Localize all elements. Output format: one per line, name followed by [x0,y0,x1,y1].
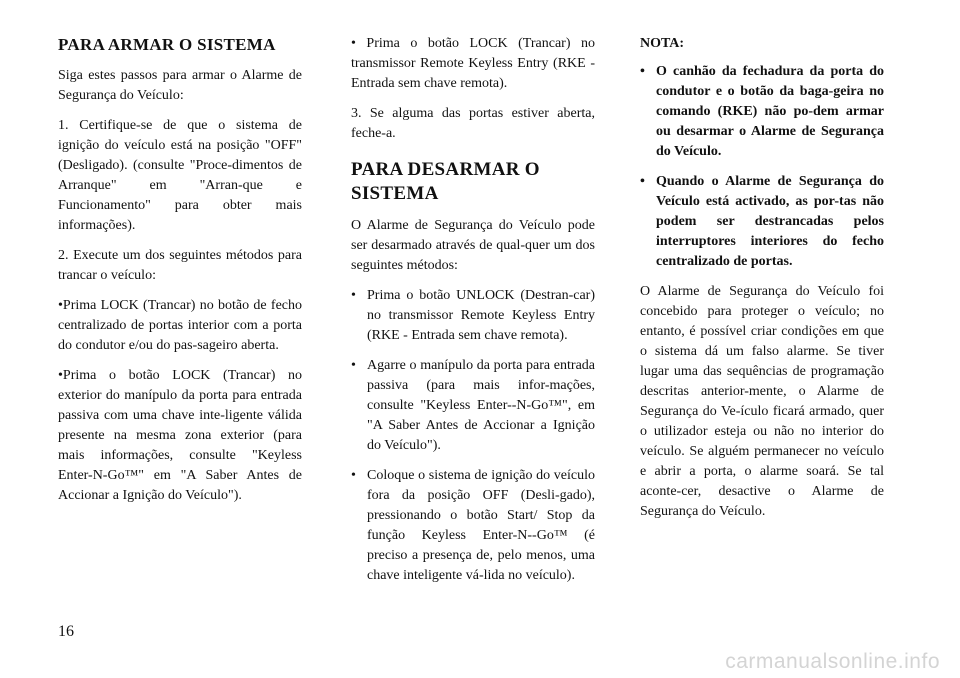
list-item: • O canhão da fechadura da porta do condutor e o botão da baga-geira no comando (RKE) não po-dem armar ou desarmar o Alarme de Segurança do Veículo. [640,64,884,159]
list-item: • Quando o Alarme de Segurança do Veículo está activado, as por-tas não podem ser destrancadas pelos interruptores interiores do fecho centralizado de portas. [640,174,884,269]
bullet-icon: • [351,288,356,303]
column-3 [640,34,884,532]
watermark: carmanualsonline.info [725,650,940,673]
bullet-icon: • [640,174,645,189]
arm-method-1: •Prima LOCK (Trancar) no botão de fecho centralizado de portas interior com a porta do condutor e/ou do pas-sageiro aberta. [58,298,302,353]
list-item: • Coloque o sistema de ignição do veículo fora da posição OFF (Desli-gado), pressionando o botão Start/ Stop da função Keyless Enter-N--Go™ (é preciso a presença de, pelo menos, uma chave inteligente vá-lida no veículo). [351,468,595,583]
column-1 [58,34,302,516]
note-label: NOTA: [640,36,685,51]
arm-step-2: 2. Execute um dos seguintes métodos para trancar o veículo: [58,248,302,283]
disarm-methods-list [351,286,595,586]
list-item: • Agarre o manípulo da porta para entrada passiva (para mais infor-mações, consulte "Keyless Enter--N-Go™", em "A Saber Antes de Accionar a Ignição do Veículo"). [351,358,595,453]
arm-method-2: •Prima o botão LOCK (Trancar) no exterior do manípulo da porta para entrada passiva com uma chave inte-ligente válida presente na mesma zona exterior (para mais informações, consulte "Keyless Enter-N-Go™" em "A Saber Antes de Accionar a Ignição do Veículo"). [58,368,302,503]
page-number: 16 [58,623,74,640]
arm-method-3: • Prima o botão LOCK (Trancar) no transmissor Remote Keyless Entry (RKE - Entrada sem chave remota). [351,36,595,91]
false-alarm-paragraph: O Alarme de Segurança do Veículo foi concebido para proteger o veículo; no entanto, é possível criar condições em que o sistema dá um falso alarme. Se tiver lugar uma das sequências de programação descritas anterior-mente, o Alarme de Segurança do Ve-ículo ficará armado, quer o utilizador esteja ou não no interior do veículo. Se alguém permanecer no veículo e abrir a porta, o alarme soará. Se tal aconte-cer, desactive o Alarme de Segurança do Veículo. [640,284,884,519]
bullet-icon: • [640,64,645,79]
bullet-icon: • [351,468,356,483]
list-item: • Prima o botão UNLOCK (Destran-car) no transmissor Remote Keyless Entry (RKE - Entrada sem chave remota). [351,288,595,343]
column-2 [351,34,595,596]
arm-step-1: 1. Certifique-se de que o sistema de ignição do veículo está na posição "OFF" (Desligado). (consulte "Proce-dimentos de Arranque" em "Arran-que e Funcionamento" para obter mais informações). [58,118,302,233]
arm-intro: Siga estes passos para armar o Alarme de Segurança do Veículo: [58,68,302,103]
bullet-icon: • [351,358,356,373]
notes-list [640,62,884,272]
heading-arm-system: PARA ARMAR O SISTEMA [58,35,276,54]
heading-disarm-system: PARA DESARMAR O SISTEMA [351,159,540,204]
arm-step-3: 3. Se alguma das portas estiver aberta, feche-a. [351,106,595,141]
disarm-intro: O Alarme de Segurança do Veículo pode ser desarmado através de qual-quer um dos seguintes métodos: [351,218,595,273]
